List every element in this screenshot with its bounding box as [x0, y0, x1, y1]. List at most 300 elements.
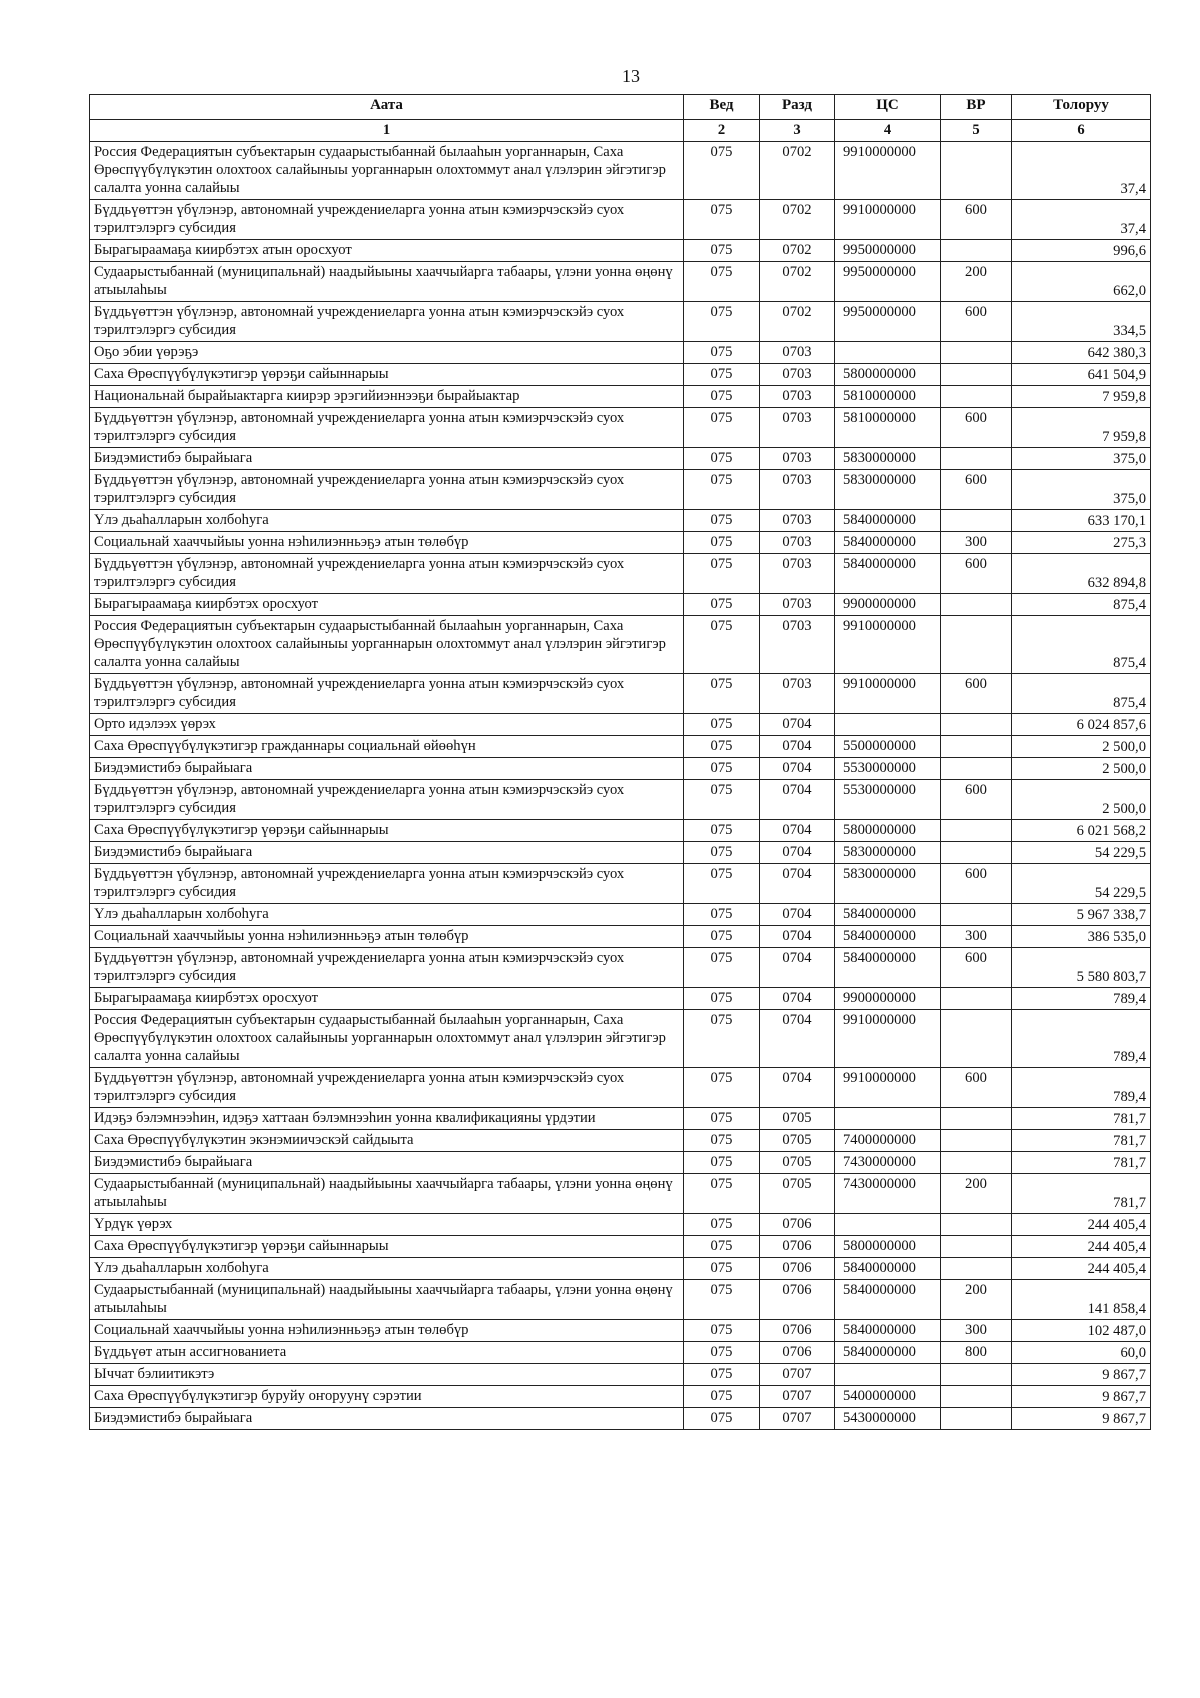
- sum-cell: 642 380,3: [1012, 342, 1151, 364]
- cs-cell: [835, 714, 941, 736]
- table-row: [90, 864, 1151, 904]
- vr-cell: [941, 342, 1012, 364]
- name-cell: Судаарыстыбаннай (муниципальнай) наадыйыыны хааччыйарга табаары, үлэни уонна өңөнү атыылаһыы: [90, 262, 684, 302]
- header-vr: ВР: [941, 95, 1012, 120]
- cs-cell: 5800000000: [835, 1236, 941, 1258]
- name-cell: Бырагыраамаҕа киирбэтэх атын оросхуот: [90, 240, 684, 262]
- ved-cell: 075: [684, 200, 760, 240]
- table-row: [90, 780, 1151, 820]
- vr-cell: [941, 1408, 1012, 1430]
- table-row: [90, 1364, 1151, 1386]
- cs-cell: 5840000000: [835, 1320, 941, 1342]
- ved-cell: 075: [684, 470, 760, 510]
- name-cell: Бүддьүөт атын ассигнованиета: [90, 1342, 684, 1364]
- cs-cell: 5810000000: [835, 386, 941, 408]
- table-row: [90, 510, 1151, 532]
- vr-cell: [941, 1386, 1012, 1408]
- ved-cell: 075: [684, 1342, 760, 1364]
- column-number: 3: [760, 120, 835, 142]
- header-razd: Разд: [760, 95, 835, 120]
- ved-cell: 075: [684, 674, 760, 714]
- cs-cell: [835, 1108, 941, 1130]
- name-cell: Саха Өрөспүүбүлүкэтигэр үөрэҕи сайыннарыы: [90, 1236, 684, 1258]
- ved-cell: 075: [684, 262, 760, 302]
- name-cell: Орто идэлээх үөрэх: [90, 714, 684, 736]
- cs-cell: 5840000000: [835, 926, 941, 948]
- vr-cell: [941, 240, 1012, 262]
- name-cell: Судаарыстыбаннай (муниципальнай) наадыйыыны хааччыйарга табаары, үлэни уонна өңөнү атыылаһыы: [90, 1280, 684, 1320]
- ved-cell: 075: [684, 736, 760, 758]
- name-cell: Социальнай хааччыйыы уонна нэһилиэнньэҕэ атын төлөбүр: [90, 532, 684, 554]
- name-cell: Үрдүк үөрэх: [90, 1214, 684, 1236]
- ved-cell: 075: [684, 714, 760, 736]
- razd-cell: 0706: [760, 1214, 835, 1236]
- ved-cell: 075: [684, 386, 760, 408]
- ved-cell: 075: [684, 1364, 760, 1386]
- razd-cell: 0704: [760, 736, 835, 758]
- name-cell: Россия Федерациятын субъектарын судаарыстыбаннай былааһын уорганнарын, Саха Өрөспүүбүлүкэтин олохтоох салайыныы уорганнарын олохтоммут анал үлэлэрин эйгэтигэр салалта уонна салайыы: [90, 142, 684, 200]
- vr-cell: [941, 842, 1012, 864]
- sum-cell: 102 487,0: [1012, 1320, 1151, 1342]
- sum-cell: 641 504,9: [1012, 364, 1151, 386]
- table-row: [90, 736, 1151, 758]
- cs-cell: [835, 1364, 941, 1386]
- table-row: [90, 554, 1151, 594]
- cs-cell: 7400000000: [835, 1130, 941, 1152]
- razd-cell: 0704: [760, 1010, 835, 1068]
- name-cell: Бүддьүөттэн үбүлэнэр, автономнай учреждениеларга уонна атын кэмиэрчэскэйэ суох тэрилтэлэргэ субсидия: [90, 780, 684, 820]
- name-cell: Социальнай хааччыйыы уонна нэһилиэнньэҕэ атын төлөбүр: [90, 1320, 684, 1342]
- vr-cell: 600: [941, 780, 1012, 820]
- column-number-row: [90, 120, 1151, 142]
- table-row: [90, 364, 1151, 386]
- sum-cell: 781,7: [1012, 1174, 1151, 1214]
- cs-cell: 9910000000: [835, 1010, 941, 1068]
- ved-cell: 075: [684, 1386, 760, 1408]
- ved-cell: 075: [684, 1408, 760, 1430]
- razd-cell: 0704: [760, 864, 835, 904]
- cs-cell: 5840000000: [835, 1280, 941, 1320]
- ved-cell: 075: [684, 594, 760, 616]
- table-row: [90, 1342, 1151, 1364]
- vr-cell: 600: [941, 200, 1012, 240]
- name-cell: Үлэ дьаһалларын холбоһуга: [90, 1258, 684, 1280]
- vr-cell: [941, 820, 1012, 842]
- vr-cell: [941, 1108, 1012, 1130]
- sum-cell: 37,4: [1012, 142, 1151, 200]
- sum-cell: 9 867,7: [1012, 1364, 1151, 1386]
- name-cell: Ыччат бэлиитикэтэ: [90, 1364, 684, 1386]
- vr-cell: [941, 1010, 1012, 1068]
- ved-cell: 075: [684, 1108, 760, 1130]
- razd-cell: 0704: [760, 820, 835, 842]
- vr-cell: 300: [941, 926, 1012, 948]
- table-row: [90, 470, 1151, 510]
- cs-cell: 9950000000: [835, 240, 941, 262]
- razd-cell: 0706: [760, 1342, 835, 1364]
- ved-cell: 075: [684, 780, 760, 820]
- name-cell: Саха Өрөспүүбүлүкэтигэр буруйу оҥоруунү сэрэтии: [90, 1386, 684, 1408]
- cs-cell: 5530000000: [835, 758, 941, 780]
- ved-cell: 075: [684, 532, 760, 554]
- razd-cell: 0702: [760, 240, 835, 262]
- cs-cell: 9910000000: [835, 200, 941, 240]
- sum-cell: 37,4: [1012, 200, 1151, 240]
- table-row: [90, 408, 1151, 448]
- vr-cell: 300: [941, 1320, 1012, 1342]
- vr-cell: [941, 1130, 1012, 1152]
- sum-cell: 9 867,7: [1012, 1386, 1151, 1408]
- table-row: [90, 1108, 1151, 1130]
- name-cell: Саха Өрөспүүбүлүкэтигэр үөрэҕи сайыннарыы: [90, 364, 684, 386]
- name-cell: Россия Федерациятын субъектарын судаарыстыбаннай былааһын уорганнарын, Саха Өрөспүүбүлүкэтин олохтоох салайыныы уорганнарын олохтоммут анал үлэлэрин эйгэтигэр салалта уонна салайыы: [90, 616, 684, 674]
- razd-cell: 0702: [760, 142, 835, 200]
- vr-cell: [941, 1236, 1012, 1258]
- vr-cell: 600: [941, 408, 1012, 448]
- vr-cell: 600: [941, 470, 1012, 510]
- vr-cell: [941, 988, 1012, 1010]
- table-row: [90, 904, 1151, 926]
- name-cell: Биэдэмистибэ бырайыага: [90, 1152, 684, 1174]
- razd-cell: 0706: [760, 1258, 835, 1280]
- vr-cell: [941, 1364, 1012, 1386]
- razd-cell: 0704: [760, 758, 835, 780]
- name-cell: Оҕо эбии үөрэҕэ: [90, 342, 684, 364]
- cs-cell: 5400000000: [835, 1386, 941, 1408]
- ved-cell: 075: [684, 448, 760, 470]
- ved-cell: 075: [684, 302, 760, 342]
- sum-cell: 54 229,5: [1012, 842, 1151, 864]
- table-row: [90, 1174, 1151, 1214]
- ved-cell: 075: [684, 342, 760, 364]
- razd-cell: 0703: [760, 470, 835, 510]
- table-row: [90, 1214, 1151, 1236]
- ved-cell: 075: [684, 1236, 760, 1258]
- vr-cell: [941, 736, 1012, 758]
- name-cell: Биэдэмистибэ бырайыага: [90, 758, 684, 780]
- ved-cell: 075: [684, 1174, 760, 1214]
- vr-cell: [941, 714, 1012, 736]
- cs-cell: 5840000000: [835, 948, 941, 988]
- ved-cell: 075: [684, 904, 760, 926]
- ved-cell: 075: [684, 1152, 760, 1174]
- vr-cell: 600: [941, 864, 1012, 904]
- sum-cell: 781,7: [1012, 1108, 1151, 1130]
- table-row: [90, 532, 1151, 554]
- sum-cell: 6 024 857,6: [1012, 714, 1151, 736]
- vr-cell: [941, 1258, 1012, 1280]
- table-body: [90, 142, 1151, 1430]
- table-row: [90, 842, 1151, 864]
- table-row: [90, 1408, 1151, 1430]
- budget-table: [89, 94, 1151, 1430]
- name-cell: Саха Өрөспүүбүлүкэтин экэнэмиичэскэй сайдыыта: [90, 1130, 684, 1152]
- sum-cell: 334,5: [1012, 302, 1151, 342]
- razd-cell: 0703: [760, 554, 835, 594]
- table-row: [90, 714, 1151, 736]
- razd-cell: 0704: [760, 780, 835, 820]
- cs-cell: 5840000000: [835, 1342, 941, 1364]
- ved-cell: 075: [684, 988, 760, 1010]
- table-row: [90, 948, 1151, 988]
- vr-cell: [941, 448, 1012, 470]
- name-cell: Бүддьүөттэн үбүлэнэр, автономнай учреждениеларга уонна атын кэмиэрчэскэйэ суох тэрилтэлэргэ субсидия: [90, 948, 684, 988]
- sum-cell: 996,6: [1012, 240, 1151, 262]
- ved-cell: 075: [684, 364, 760, 386]
- cs-cell: [835, 342, 941, 364]
- cs-cell: 5840000000: [835, 904, 941, 926]
- cs-cell: 5840000000: [835, 510, 941, 532]
- razd-cell: 0704: [760, 926, 835, 948]
- name-cell: Бүддьүөттэн үбүлэнэр, автономнай учреждениеларга уонна атын кэмиэрчэскэйэ суох тэрилтэлэргэ субсидия: [90, 864, 684, 904]
- vr-cell: [941, 386, 1012, 408]
- name-cell: Биэдэмистибэ бырайыага: [90, 448, 684, 470]
- table-row: [90, 1236, 1151, 1258]
- cs-cell: 5800000000: [835, 820, 941, 842]
- header-name: Аата: [90, 95, 684, 120]
- sum-cell: 633 170,1: [1012, 510, 1151, 532]
- vr-cell: [941, 758, 1012, 780]
- razd-cell: 0706: [760, 1280, 835, 1320]
- sum-cell: 789,4: [1012, 1010, 1151, 1068]
- table-row: [90, 926, 1151, 948]
- cs-cell: 5830000000: [835, 448, 941, 470]
- cs-cell: 9900000000: [835, 988, 941, 1010]
- header-sum: Толоруу: [1012, 95, 1151, 120]
- vr-cell: [941, 594, 1012, 616]
- name-cell: Биэдэмистибэ бырайыага: [90, 842, 684, 864]
- razd-cell: 0705: [760, 1130, 835, 1152]
- name-cell: Үлэ дьаһалларын холбоһуга: [90, 510, 684, 532]
- table-row: [90, 616, 1151, 674]
- column-number: 1: [90, 120, 684, 142]
- cs-cell: 9910000000: [835, 616, 941, 674]
- ved-cell: 075: [684, 1280, 760, 1320]
- vr-cell: 600: [941, 1068, 1012, 1108]
- razd-cell: 0704: [760, 842, 835, 864]
- table-row: [90, 342, 1151, 364]
- ved-cell: 075: [684, 510, 760, 532]
- name-cell: Бырагыраамаҕа киирбэтэх оросхуот: [90, 988, 684, 1010]
- header-ved: Вед: [684, 95, 760, 120]
- cs-cell: 9910000000: [835, 674, 941, 714]
- sum-cell: 244 405,4: [1012, 1214, 1151, 1236]
- name-cell: Национальнай бырайыактарга киирэр эрэгийиэннээҕи бырайыактар: [90, 386, 684, 408]
- sum-cell: 2 500,0: [1012, 736, 1151, 758]
- ved-cell: 075: [684, 820, 760, 842]
- sum-cell: 2 500,0: [1012, 758, 1151, 780]
- ved-cell: 075: [684, 1010, 760, 1068]
- ved-cell: 075: [684, 864, 760, 904]
- table-row: [90, 1280, 1151, 1320]
- name-cell: Бүддьүөттэн үбүлэнэр, автономнай учреждениеларга уонна атын кэмиэрчэскэйэ суох тэрилтэлэргэ субсидия: [90, 408, 684, 448]
- vr-cell: [941, 142, 1012, 200]
- vr-cell: 200: [941, 262, 1012, 302]
- vr-cell: [941, 904, 1012, 926]
- table-row: [90, 1010, 1151, 1068]
- ved-cell: 075: [684, 842, 760, 864]
- cs-cell: 9950000000: [835, 302, 941, 342]
- cs-cell: 9910000000: [835, 1068, 941, 1108]
- sum-cell: 7 959,8: [1012, 386, 1151, 408]
- sum-cell: 875,4: [1012, 674, 1151, 714]
- table-row: [90, 262, 1151, 302]
- column-number: 4: [835, 120, 941, 142]
- table-row: [90, 1152, 1151, 1174]
- vr-cell: [941, 510, 1012, 532]
- ved-cell: 075: [684, 240, 760, 262]
- razd-cell: 0702: [760, 262, 835, 302]
- razd-cell: 0703: [760, 408, 835, 448]
- cs-cell: 5830000000: [835, 864, 941, 904]
- cs-cell: 7430000000: [835, 1152, 941, 1174]
- vr-cell: [941, 1214, 1012, 1236]
- razd-cell: 0704: [760, 988, 835, 1010]
- name-cell: Бүддьүөттэн үбүлэнэр, автономнай учреждениеларга уонна атын кэмиэрчэскэйэ суох тэрилтэлэргэ субсидия: [90, 470, 684, 510]
- ved-cell: 075: [684, 1130, 760, 1152]
- ved-cell: 075: [684, 926, 760, 948]
- razd-cell: 0707: [760, 1408, 835, 1430]
- razd-cell: 0703: [760, 448, 835, 470]
- name-cell: Бүддьүөттэн үбүлэнэр, автономнай учреждениеларга уонна атын кэмиэрчэскэйэ суох тэрилтэлэргэ субсидия: [90, 200, 684, 240]
- razd-cell: 0704: [760, 1068, 835, 1108]
- cs-cell: 5810000000: [835, 408, 941, 448]
- vr-cell: [941, 1152, 1012, 1174]
- sum-cell: 60,0: [1012, 1342, 1151, 1364]
- cs-cell: 5840000000: [835, 554, 941, 594]
- page-number: 13: [622, 66, 640, 86]
- name-cell: Биэдэмистибэ бырайыага: [90, 1408, 684, 1430]
- name-cell: Бүддьүөттэн үбүлэнэр, автономнай учреждениеларга уонна атын кэмиэрчэскэйэ суох тэрилтэлэргэ субсидия: [90, 302, 684, 342]
- razd-cell: 0703: [760, 532, 835, 554]
- sum-cell: 2 500,0: [1012, 780, 1151, 820]
- name-cell: Саха Өрөспүүбүлүкэтигэр гражданнары социальнай өйөөһүн: [90, 736, 684, 758]
- razd-cell: 0707: [760, 1364, 835, 1386]
- name-cell: Идэҕэ бэлэмнээһин, идэҕэ хаттаан бэлэмнээһин уонна квалификацияны үрдэтии: [90, 1108, 684, 1130]
- cs-cell: 9910000000: [835, 142, 941, 200]
- name-cell: Социальнай хааччыйыы уонна нэһилиэнньэҕэ атын төлөбүр: [90, 926, 684, 948]
- ved-cell: 075: [684, 948, 760, 988]
- razd-cell: 0704: [760, 948, 835, 988]
- table-row: [90, 758, 1151, 780]
- sum-cell: 7 959,8: [1012, 408, 1151, 448]
- sum-cell: 6 021 568,2: [1012, 820, 1151, 842]
- name-cell: Судаарыстыбаннай (муниципальнай) наадыйыыны хааччыйарга табаары, үлэни уонна өңөнү атыылаһыы: [90, 1174, 684, 1214]
- sum-cell: 275,3: [1012, 532, 1151, 554]
- header-row: [90, 95, 1151, 120]
- sum-cell: 54 229,5: [1012, 864, 1151, 904]
- sum-cell: 662,0: [1012, 262, 1151, 302]
- vr-cell: 800: [941, 1342, 1012, 1364]
- cs-cell: 5800000000: [835, 364, 941, 386]
- sum-cell: 781,7: [1012, 1152, 1151, 1174]
- column-number: 2: [684, 120, 760, 142]
- cs-cell: 5830000000: [835, 470, 941, 510]
- razd-cell: 0702: [760, 302, 835, 342]
- cs-cell: [835, 1214, 941, 1236]
- table-row: [90, 1068, 1151, 1108]
- sum-cell: 141 858,4: [1012, 1280, 1151, 1320]
- table-row: [90, 1130, 1151, 1152]
- table-row: [90, 1386, 1151, 1408]
- cs-cell: 9950000000: [835, 262, 941, 302]
- table-row: [90, 386, 1151, 408]
- cs-cell: 5530000000: [835, 780, 941, 820]
- sum-cell: 375,0: [1012, 448, 1151, 470]
- cs-cell: 5500000000: [835, 736, 941, 758]
- sum-cell: 5 580 803,7: [1012, 948, 1151, 988]
- razd-cell: 0702: [760, 200, 835, 240]
- ved-cell: 075: [684, 408, 760, 448]
- sum-cell: 244 405,4: [1012, 1258, 1151, 1280]
- sum-cell: 9 867,7: [1012, 1408, 1151, 1430]
- vr-cell: 600: [941, 554, 1012, 594]
- razd-cell: 0705: [760, 1174, 835, 1214]
- sum-cell: 375,0: [1012, 470, 1151, 510]
- table-row: [90, 302, 1151, 342]
- column-number: 6: [1012, 120, 1151, 142]
- vr-cell: 600: [941, 302, 1012, 342]
- vr-cell: 200: [941, 1280, 1012, 1320]
- cs-cell: 9900000000: [835, 594, 941, 616]
- sum-cell: 5 967 338,7: [1012, 904, 1151, 926]
- cs-cell: 5830000000: [835, 842, 941, 864]
- ved-cell: 075: [684, 616, 760, 674]
- razd-cell: 0703: [760, 674, 835, 714]
- name-cell: Бүддьүөттэн үбүлэнэр, автономнай учреждениеларга уонна атын кэмиэрчэскэйэ суох тэрилтэлэргэ субсидия: [90, 554, 684, 594]
- cs-cell: 5430000000: [835, 1408, 941, 1430]
- ved-cell: 075: [684, 1258, 760, 1280]
- razd-cell: 0706: [760, 1236, 835, 1258]
- razd-cell: 0705: [760, 1108, 835, 1130]
- ved-cell: 075: [684, 1068, 760, 1108]
- table-row: [90, 200, 1151, 240]
- sum-cell: 632 894,8: [1012, 554, 1151, 594]
- name-cell: Саха Өрөспүүбүлүкэтигэр үөрэҕи сайыннарыы: [90, 820, 684, 842]
- vr-cell: 200: [941, 1174, 1012, 1214]
- razd-cell: 0704: [760, 904, 835, 926]
- sum-cell: 789,4: [1012, 988, 1151, 1010]
- cs-cell: 5840000000: [835, 532, 941, 554]
- table-row: [90, 674, 1151, 714]
- name-cell: Россия Федерациятын субъектарын судаарыстыбаннай былааһын уорганнарын, Саха Өрөспүүбүлүкэтин олохтоох салайыныы уорганнарын олохтоммут анал үлэлэрин эйгэтигэр салалта уонна салайыы: [90, 1010, 684, 1068]
- name-cell: Бүддьүөттэн үбүлэнэр, автономнай учреждениеларга уонна атын кэмиэрчэскэйэ суох тэрилтэлэргэ субсидия: [90, 674, 684, 714]
- ved-cell: 075: [684, 758, 760, 780]
- table-row: [90, 594, 1151, 616]
- sum-cell: 789,4: [1012, 1068, 1151, 1108]
- razd-cell: 0703: [760, 364, 835, 386]
- razd-cell: 0706: [760, 1320, 835, 1342]
- sum-cell: 386 535,0: [1012, 926, 1151, 948]
- sum-cell: 875,4: [1012, 616, 1151, 674]
- vr-cell: 600: [941, 948, 1012, 988]
- razd-cell: 0704: [760, 714, 835, 736]
- table-row: [90, 820, 1151, 842]
- sum-cell: 244 405,4: [1012, 1236, 1151, 1258]
- table-row: [90, 448, 1151, 470]
- cs-cell: 7430000000: [835, 1174, 941, 1214]
- ved-cell: 075: [684, 554, 760, 594]
- razd-cell: 0703: [760, 616, 835, 674]
- razd-cell: 0703: [760, 386, 835, 408]
- razd-cell: 0703: [760, 594, 835, 616]
- name-cell: Бырагыраамаҕа киирбэтэх оросхуот: [90, 594, 684, 616]
- header-cs: ЦС: [835, 95, 941, 120]
- vr-cell: [941, 616, 1012, 674]
- sum-cell: 781,7: [1012, 1130, 1151, 1152]
- table-row: [90, 142, 1151, 200]
- ved-cell: 075: [684, 1214, 760, 1236]
